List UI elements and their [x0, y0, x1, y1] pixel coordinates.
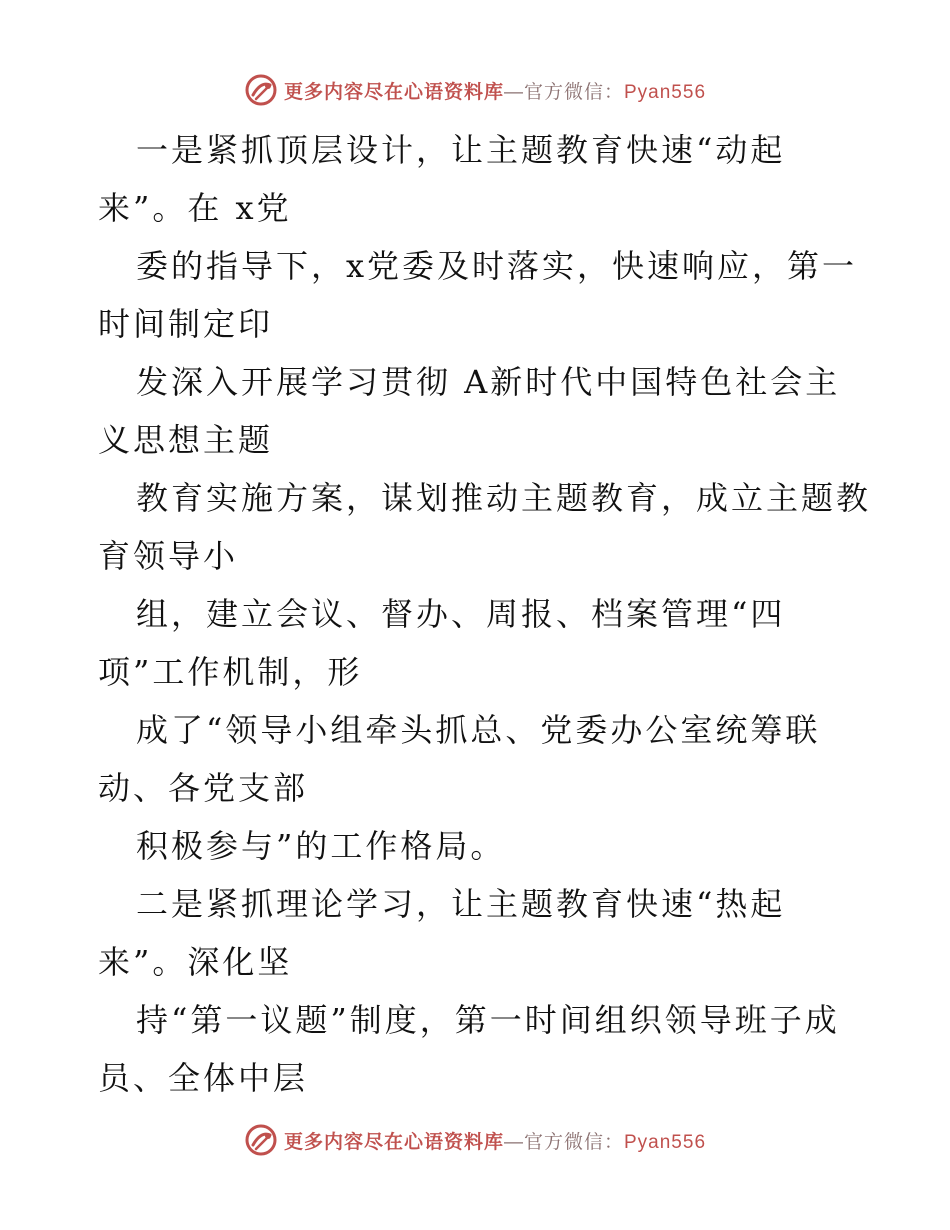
banner-title: 更多内容尽在心语资料库 — [283, 1131, 504, 1153]
body-line: 来”。在 x党 — [98, 189, 292, 227]
library-logo-icon — [244, 73, 278, 107]
body-line: 委的指导下，x党委及时落实，快速响应，第一 — [136, 247, 858, 285]
header-banner — [0, 70, 950, 110]
body-line: 持“第一议题”制度，第一时间组织领导班子成 — [136, 1001, 840, 1039]
body-line: 时间制定印 — [98, 305, 274, 343]
body-line: 义思想主题 — [98, 421, 274, 459]
banner-separator: —官方微信： — [503, 1131, 624, 1153]
banner-wechat-id: Pyan556 — [624, 81, 707, 103]
body-line: 项”工作机制，形 — [98, 653, 363, 691]
body-line: 动、各党支部 — [98, 769, 309, 807]
body-line: 来”。深化坚 — [98, 943, 293, 981]
body-line: 一是紧抓顶层设计，让主题教育快速“动起 — [136, 131, 786, 169]
banner-separator: —官方微信： — [503, 81, 624, 103]
body-line: 组，建立会议、督办、周报、档案管理“四 — [136, 595, 786, 633]
library-logo-icon — [244, 1123, 278, 1157]
banner-title: 更多内容尽在心语资料库 — [283, 81, 504, 103]
body-line: 育领导小 — [98, 537, 239, 575]
body-line: 成了“领导小组牵头抓总、党委办公室统筹联 — [136, 711, 821, 749]
body-line: 积极参与”的工作格局。 — [136, 827, 506, 865]
body-line: 员、全体中层 — [98, 1059, 309, 1097]
body-line: 发深入开展学习贯彻 A新时代中国特色社会主 — [136, 363, 841, 401]
footer-banner — [0, 1120, 950, 1160]
body-line: 二是紧抓理论学习，让主题教育快速“热起 — [136, 885, 786, 923]
banner-wechat-id: Pyan556 — [624, 1131, 707, 1153]
body-line: 教育实施方案，谋划推动主题教育，成立主题教 — [136, 479, 872, 517]
